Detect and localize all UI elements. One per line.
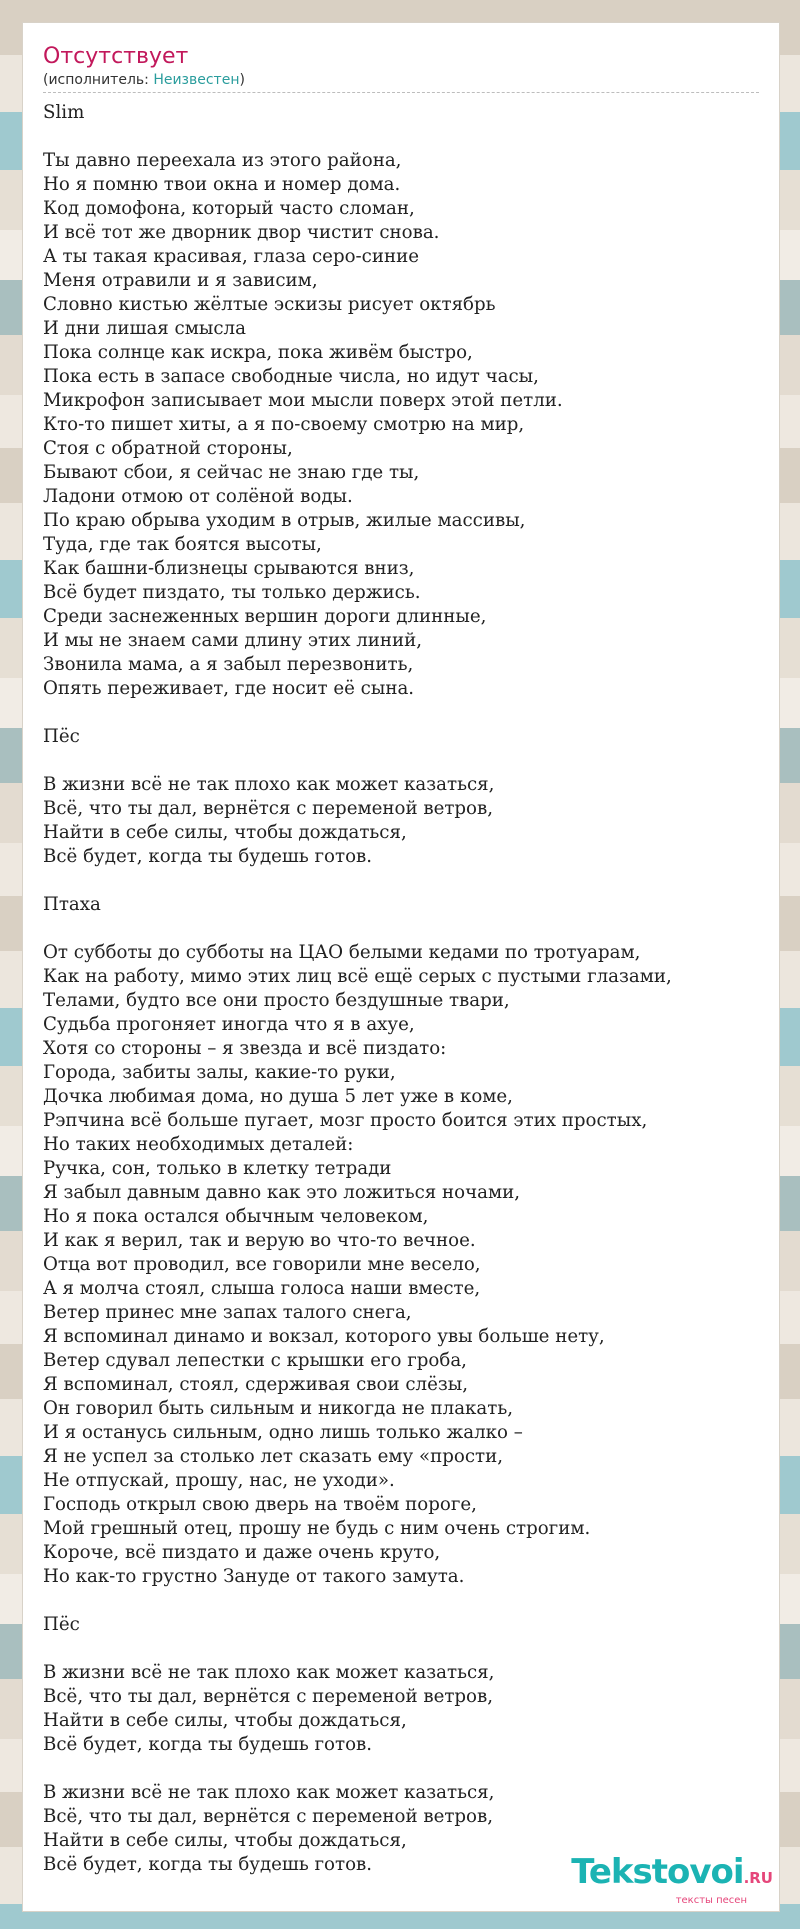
- lyric-line: Бывают сбои, я сейчас не знаю где ты,: [43, 462, 420, 483]
- lyric-line: [43, 917, 759, 941]
- lyric-line: Отца вот проводил, все говорили мне весело,: [43, 1254, 481, 1275]
- lyric-line: [43, 1589, 759, 1613]
- lyric-line: Всё будет пиздато, ты только держись.: [43, 582, 421, 603]
- artist-suffix: ): [239, 72, 245, 88]
- song-header: [43, 43, 759, 93]
- logo-tld: .RU: [743, 1869, 773, 1887]
- site-logo[interactable]: [571, 1852, 773, 1907]
- lyric-line: И мы не знаем сами длину этих линий,: [43, 630, 423, 651]
- lyric-line: Птаха: [43, 894, 101, 915]
- lyric-line: Всё, что ты дал, вернётся с переменой ветров,: [43, 798, 494, 819]
- lyric-line: Как башни-близнецы срываются вниз,: [43, 558, 415, 579]
- lyric-line: Господь открыл свою дверь на твоём пороге,: [43, 1494, 477, 1515]
- lyric-line: Туда, где так боятся высоты,: [43, 534, 322, 555]
- lyric-line: Всё, что ты дал, вернётся с переменой ветров,: [43, 1806, 494, 1827]
- lyric-line: Кто-то пишет хиты, а я по-своему смотрю на мир,: [43, 414, 525, 435]
- lyric-line: Пока есть в запасе свободные числа, но идут часы,: [43, 366, 539, 387]
- lyric-line: В жизни всё не так плохо как может казаться,: [43, 774, 495, 795]
- lyric-line: [43, 125, 759, 149]
- lyric-line: Но я пока остался обычным человеком,: [43, 1206, 429, 1227]
- artist-link[interactable]: Неизвестен: [153, 72, 240, 88]
- lyric-line: Среди заснеженных вершин дороги длинные,: [43, 606, 487, 627]
- lyric-line: Не отпускай, прошу, нас, не уходи».: [43, 1470, 395, 1491]
- lyric-line: Я забыл давным давно как это ложиться ночами,: [43, 1182, 521, 1203]
- lyric-line: Я вспоминал динамо и вокзал, которого увы больше нету,: [43, 1326, 605, 1347]
- lyric-line: [43, 701, 759, 725]
- artist-line: [43, 71, 759, 89]
- lyric-line: В жизни всё не так плохо как может казаться,: [43, 1662, 495, 1683]
- lyric-line: Код домофона, который часто сломан,: [43, 198, 415, 219]
- song-title: Отсутствует: [43, 44, 189, 69]
- lyric-line: [43, 1757, 759, 1781]
- lyric-line: Телами, будто все они просто бездушные твари,: [43, 990, 510, 1011]
- lyric-line: [43, 1637, 759, 1661]
- lyric-line: В жизни всё не так плохо как может казаться,: [43, 1782, 495, 1803]
- lyric-line: Словно кистью жёлтые эскизы рисует октябрь: [43, 294, 496, 315]
- lyric-line: Ветер сдувал лепестки с крышки его гроба,: [43, 1350, 467, 1371]
- lyric-line: Но как-то грустно Зануде от такого замута.: [43, 1566, 465, 1587]
- lyric-line: Хотя со стороны – я звезда и всё пиздато:: [43, 1038, 447, 1059]
- lyric-line: Стоя с обратной стороны,: [43, 438, 293, 459]
- lyric-line: Всё будет, когда ты будешь готов.: [43, 1854, 373, 1875]
- lyric-line: Найти в себе силы, чтобы дождаться,: [43, 1830, 407, 1851]
- lyric-line: И как я верил, так и верую во что-то вечное.: [43, 1230, 476, 1251]
- lyric-line: Slim: [43, 102, 85, 123]
- lyric-line: Ладони отмою от солёной воды.: [43, 486, 353, 507]
- lyric-line: Города, забиты залы, какие-то руки,: [43, 1062, 396, 1083]
- lyric-line: Опять переживает, где носит её сына.: [43, 678, 415, 699]
- lyric-line: Я вспоминал, стоял, сдерживая свои слёзы,: [43, 1374, 469, 1395]
- lyric-line: Всё, что ты дал, вернётся с переменой ветров,: [43, 1686, 494, 1707]
- lyric-line: Короче, всё пиздато и даже очень круто,: [43, 1542, 441, 1563]
- lyric-line: Ручка, сон, только в клетку тетради: [43, 1158, 392, 1179]
- lyric-line: Дочка любимая дома, но душа 5 лет уже в коме,: [43, 1086, 513, 1107]
- lyric-line: Как на работу, мимо этих лиц всё ещё серых с пустыми глазами,: [43, 966, 672, 987]
- lyric-line: Всё будет, когда ты будешь готов.: [43, 1734, 373, 1755]
- lyric-line: [43, 749, 759, 773]
- lyric-line: Рэпчина всё больше пугает, мозг просто боится этих простых,: [43, 1110, 648, 1131]
- lyric-line: Мой грешный отец, прошу не будь с ним очень строгим.: [43, 1518, 591, 1539]
- lyric-line: Ветер принес мне запах талого снега,: [43, 1302, 412, 1323]
- lyrics-text: [43, 101, 759, 1877]
- lyric-line: Пёс: [43, 726, 80, 747]
- lyric-line: Но таких необходимых деталей:: [43, 1134, 354, 1155]
- lyric-line: А я молча стоял, слыша голоса наши вместе,: [43, 1278, 481, 1299]
- lyric-line: Но я помню твои окна и номер дома.: [43, 174, 401, 195]
- lyric-line: От субботы до субботы на ЦАО белыми кедами по тротуарам,: [43, 942, 641, 963]
- lyric-line: И дни лишая смысла: [43, 318, 246, 339]
- lyric-line: И всё тот же дворник двор чистит снова.: [43, 222, 440, 243]
- lyric-line: Судьба прогоняет иногда что я в ахуе,: [43, 1014, 415, 1035]
- artist-prefix: (исполнитель:: [43, 72, 154, 88]
- lyric-line: А ты такая красивая, глаза серо-синие: [43, 246, 419, 267]
- lyric-line: По краю обрыва уходим в отрыв, жилые массивы,: [43, 510, 526, 531]
- lyric-line: Я не успел за столько лет сказать ему «прости,: [43, 1446, 503, 1467]
- lyric-line: Он говорил быть сильным и никогда не плакать,: [43, 1398, 513, 1419]
- lyric-line: Найти в себе силы, чтобы дождаться,: [43, 822, 407, 843]
- lyric-line: Меня отравили и я зависим,: [43, 270, 318, 291]
- lyric-line: Пока солнце как искра, пока живём быстро,: [43, 342, 473, 363]
- logo-tagline: тексты песен: [675, 1895, 747, 1906]
- logo-name: Tekstovoi: [571, 1852, 744, 1892]
- lyric-line: Всё будет, когда ты будешь готов.: [43, 846, 373, 867]
- lyric-line: Звонила мама, а я забыл перезвонить,: [43, 654, 414, 675]
- lyric-line: [43, 869, 759, 893]
- lyric-line: Микрофон записывает мои мысли поверх этой петли.: [43, 390, 563, 411]
- lyric-line: Пёс: [43, 1614, 80, 1635]
- lyric-line: Ты давно переехала из этого района,: [43, 150, 402, 171]
- lyric-line: И я останусь сильным, одно лишь только жалко –: [43, 1422, 523, 1443]
- lyric-line: Найти в себе силы, чтобы дождаться,: [43, 1710, 407, 1731]
- lyrics-card: [22, 22, 780, 1912]
